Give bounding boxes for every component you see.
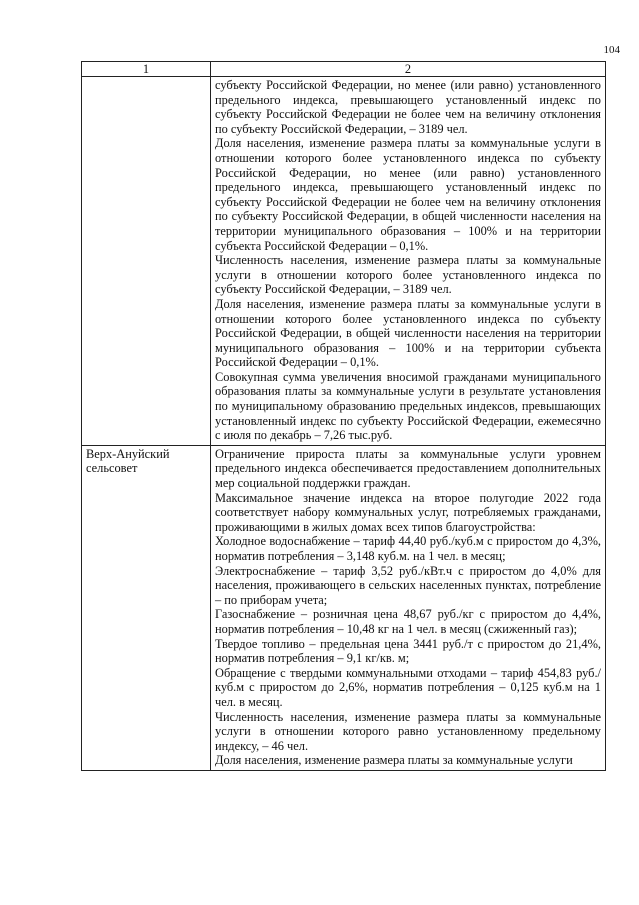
municipality-name-cell: [82, 77, 211, 446]
paragraph: Совокупная сумма увеличения вносимой гражданами муниципального образования платы за коммунальные услуги в результате установления по муниципальному образованию предельных индексов, превышающих установленный индекс по субъекту Российской Федерации, ежемесячно с июля по декабрь – 7,26 тыс.руб.: [215, 369, 601, 443]
description-cell: [211, 445, 606, 770]
paragraph: Численность населения, изменение размера платы за коммунальные услуги в отношении которого более установленного индекса по субъекту Российской Федерации, – 3189 чел.: [215, 253, 601, 297]
table-header-row: [82, 62, 606, 77]
paragraph: Холодное водоснабжение – тариф 44,40 руб./куб.м с приростом до 4,3%, норматив потребления – 3,148 куб.м. на 1 чел. в месяц;: [215, 534, 601, 563]
paragraph: Численность населения, изменение размера платы за коммунальные услуги в отношении которого равно установленному предельному индексу, – 46 чел.: [215, 709, 601, 753]
page-number: 104: [603, 44, 620, 56]
column-header-2: 2: [211, 62, 606, 77]
table-row: [82, 77, 606, 446]
paragraph: Электроснабжение – тариф 3,52 руб./кВт.ч с приростом до 4,0% для населения, проживающего в сельских населенных пунктах, потребление – по приборам учета;: [215, 563, 601, 607]
column-header-1: 1: [82, 62, 211, 77]
description-cell: [211, 77, 606, 446]
paragraph: Газоснабжение – розничная цена 48,67 руб./кг с приростом до 4,4%, норматив потребления – 10,48 кг на 1 чел. в месяц (сжиженный газ);: [215, 607, 601, 636]
paragraph: Доля населения, изменение размера платы за коммунальные услуги в отношении которого более установленного индекса по субъекту Российской Федерации, в общей численности населения на территории муниципального образования – 100% и на территории субъекта Российской Федерации – 0,1%.: [215, 296, 601, 370]
document-table: [81, 61, 606, 771]
table-row: [82, 445, 606, 770]
paragraph: Максимальное значение индекса на второе полугодие 2022 года соответствует набору коммунальных услуг, потребляемых гражданами, проживающими в жилых домах всех типов благоустройства:: [215, 490, 601, 534]
paragraph: Ограничение прироста платы за коммунальные услуги уровнем предельного индекса обеспечивается предоставлением дополнительных мер социальной поддержки граждан.: [215, 446, 601, 491]
paragraph: субъекту Российской Федерации, но менее (или равно) установленного предельного индекса, превышающего установленный индекс по субъекту Российской Федерации не более чем на величину отклонения по субъекту Российской Федерации, – 3189 чел.: [215, 78, 601, 136]
paragraph: Обращение с твердыми коммунальными отходами – тариф 454,83 руб./куб.м с приростом до 2,6%, норматив потребления – 0,125 куб.м на 1 чел. в месяц.: [215, 665, 601, 709]
paragraph: Твердое топливо – предельная цена 3441 руб./т с приростом до 21,4%, норматив потребления – 9,1 кг/кв. м;: [215, 636, 601, 666]
paragraph: Доля населения, изменение размера платы за коммунальные услуги: [215, 753, 573, 768]
paragraph: Доля населения, изменение размера платы за коммунальные услуги в отношении которого более установленного индекса по субъекту Российской Федерации, но менее (или равно) установленного предельного индекса, превышающего установленный индекс по субъекту Российской Федерации не более чем на величину отклонения по субъекту Российской Федерации, в общей численности населения на территории муниципального образования – 100% и на территории субъекта Российской Федерации – 0,1%.: [215, 136, 601, 253]
municipality-name-cell: Верх-Ануйский сельсовет: [82, 445, 211, 770]
